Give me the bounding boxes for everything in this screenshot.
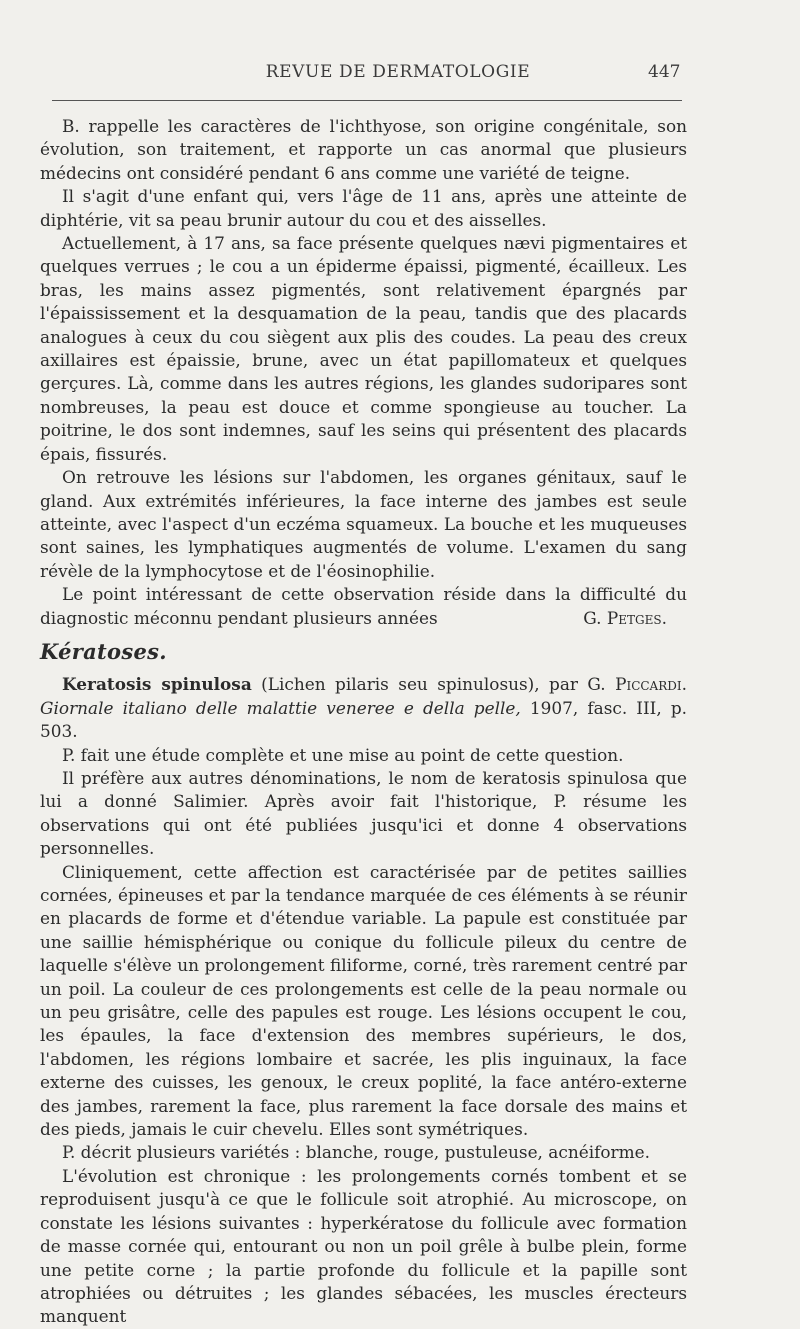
header-rule bbox=[52, 100, 682, 101]
closing-text: Le point intéressant de cette observation réside dans la difficulté du diagnostic méconnu pendant plusieurs années bbox=[40, 584, 687, 628]
reference-details: 1907, fasc. III, p. 503. bbox=[40, 697, 687, 742]
reference-journal: Giornale italiano delle malattie veneree e della pelle, bbox=[40, 697, 521, 718]
section-heading: Kératoses. bbox=[40, 638, 167, 664]
reference-author: G. Piccardi. bbox=[587, 674, 687, 695]
paragraph: B. rappelle les caractères de l'ichthyose, son origine congénitale, son évolution, son traitement, et rapporte un cas anormal que plusieurs médecins ont considéré pendant 6 ans comme une variété de teigne. bbox=[40, 116, 687, 183]
reference-subtitle: (Lichen pilaris seu spinulosus), par bbox=[251, 674, 588, 695]
body-text bbox=[40, 115, 687, 1329]
paragraph: Actuellement, à 17 ans, sa face présente quelques nævi pigmentaires et quelques verrues ; le cou a un épiderme épaissi, pigmenté, écailleux. Les bras, les mains assez pigmentés, sont relativement épargnés par l'épaississement et la desquamation de la peau, tandis que des placards analogues à ceux du cou siègent aux plis des coudes. La peau des creux axillaires est épaissie, brune, avec un état papillomateux et quelques gerçures. Là, comme dans les autres régions, les glandes sudoripares sont nombreuses, la peau est douce et comme spongieuse au toucher. La poitrine, le dos sont indemnes, sauf les seins qui présentent des placards épais, fissurés. bbox=[40, 233, 687, 464]
paragraph: Cliniquement, cette affection est caractérisée par de petites saillies cornées, épineuses et par la tendance marquée de ces éléments à se réunir en placards de forme et d'étendue variable. La papule est constituée par une saillie hémisphérique ou conique du follicule pileux du centre de laquelle s'élève un prolongement filiforme, corné, très rarement centré par un poil. La couleur de ces prolongements est celle de la peau normale ou un peu grisâtre, celle des papules est rouge. Les lésions occupent le cou, les épaules, la face d'extension des membres supérieurs, le dos, l'abdomen, les régions lombaire et sacrée, les plis inguinaux, la face externe des cuisses, les genoux, le creux poplité, la face antéro-externe des jambes, rarement la face, plus rarement la face dorsale des mains et des pieds, jamais le cuir chevelu. Elles sont symétriques. bbox=[40, 861, 687, 1140]
paragraph: Il préfère aux autres dénominations, le nom de keratosis spinulosa que lui a donné Salimier. Après avoir fait l'historique, P. résume les observations qui ont été publiées jusqu'ici et donne 4 observations personnelles. bbox=[40, 767, 687, 859]
paragraph: On retrouve les lésions sur l'abdomen, les organes génitaux, sauf le gland. Aux extrémités inférieures, la face interne des jambes est seule atteinte, avec l'aspect d'un eczéma squameux. La bouche et les muqueuses sont saines, les lymphatiques augmentés de volume. L'examen du sang révèle de la lymphocytose et de l'éosinophilie. bbox=[40, 467, 687, 581]
running-title: REVUE DE DERMATOLOGIE bbox=[265, 62, 531, 82]
paragraph: L'évolution est chronique : les prolongements cornés tombent et se reproduisent jusqu'à ce que le follicule soit atrophié. Au microscope, on constate les lésions suivantes : hyperkératose du follicule avec formation de masse cornée qui, entourant ou non un poil grêle à bulbe plein, forme une petite corne ; la partie profonde du follicule et la papille sont atrophiées ou détruites ; les glandes sébacées, les muscles érecteurs manquent bbox=[40, 1165, 687, 1327]
signature: G. Petges. bbox=[583, 607, 667, 628]
paragraph: Il s'agit d'une enfant qui, vers l'âge de 11 ans, après une atteinte de diphtérie, vit sa peau brunir autour du cou et des aisselles. bbox=[40, 186, 687, 230]
page-number: 447 bbox=[648, 62, 681, 82]
closing-paragraph bbox=[40, 583, 687, 630]
reference-title: Keratosis spinulosa bbox=[62, 674, 252, 695]
reference bbox=[40, 673, 687, 743]
paragraph: P. décrit plusieurs variétés : blanche, rouge, pustuleuse, acnéiforme. bbox=[62, 1142, 650, 1163]
paragraph: P. fait une étude complète et une mise au point de cette question. bbox=[62, 744, 624, 765]
